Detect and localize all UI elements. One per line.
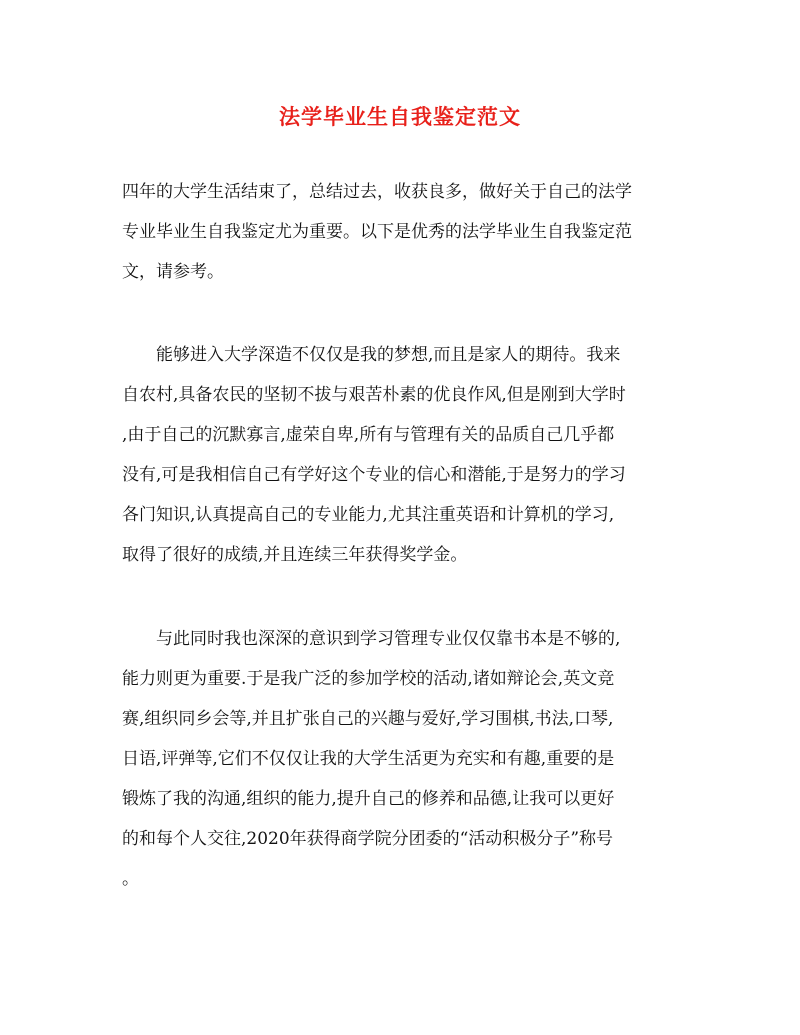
- paragraph-line: 。: [122, 869, 139, 889]
- paragraph-line: 能够进入大学深造不仅仅是我的梦想,而且是家人的期待。我来: [156, 345, 621, 365]
- paragraph-line: ,由于自己的沉默寡言,虚荣自卑,所有与管理有关的品质自己几乎都: [122, 425, 615, 445]
- paragraph-line: 没有,可是我相信自己有学好这个专业的信心和潜能,于是努力的学习: [122, 465, 626, 485]
- paragraph-line: 自农村,具备农民的坚韧不拔与艰苦朴素的优良作风,但是刚到大学时: [122, 385, 626, 405]
- paragraph-line: 的和每个人交往,2020年获得商学院分团委的“活动积极分子”称号: [122, 829, 614, 849]
- paragraph-line: 各门知识,认真提高自己的专业能力,尤其注重英语和计算机的学习,: [122, 505, 615, 525]
- paragraph-line: 文，请参考。: [122, 262, 224, 282]
- paragraph-line: 日语,评弹等,它们不仅仅让我的大学生活更为充实和有趣,重要的是: [122, 749, 615, 769]
- paragraph-line: 锻炼了我的沟通,组织的能力,提升自己的修养和品德,让我可以更好: [122, 789, 615, 809]
- paragraph-line: 赛,组织同乡会等,并且扩张自己的兴趣与爱好,学习围棋,书法,口琴,: [122, 709, 614, 729]
- document-title: 法学毕业生自我鉴定范文: [279, 104, 521, 129]
- paragraph-line: 四年的大学生活结束了，总结过去，收获良多，做好关于自己的法学: [122, 182, 632, 202]
- paragraph-line: 与此同时我也深深的意识到学习管理专业仅仅靠书本是不够的,: [156, 629, 621, 649]
- paragraph-line: 取得了很好的成绩,并且连续三年获得奖学金。: [122, 545, 468, 565]
- paragraph-line: 专业毕业生自我鉴定尤为重要。以下是优秀的法学毕业生自我鉴定范: [122, 222, 632, 242]
- paragraph-line: 能力则更为重要.于是我广泛的参加学校的活动,诸如辩论会,英文竞: [122, 669, 615, 689]
